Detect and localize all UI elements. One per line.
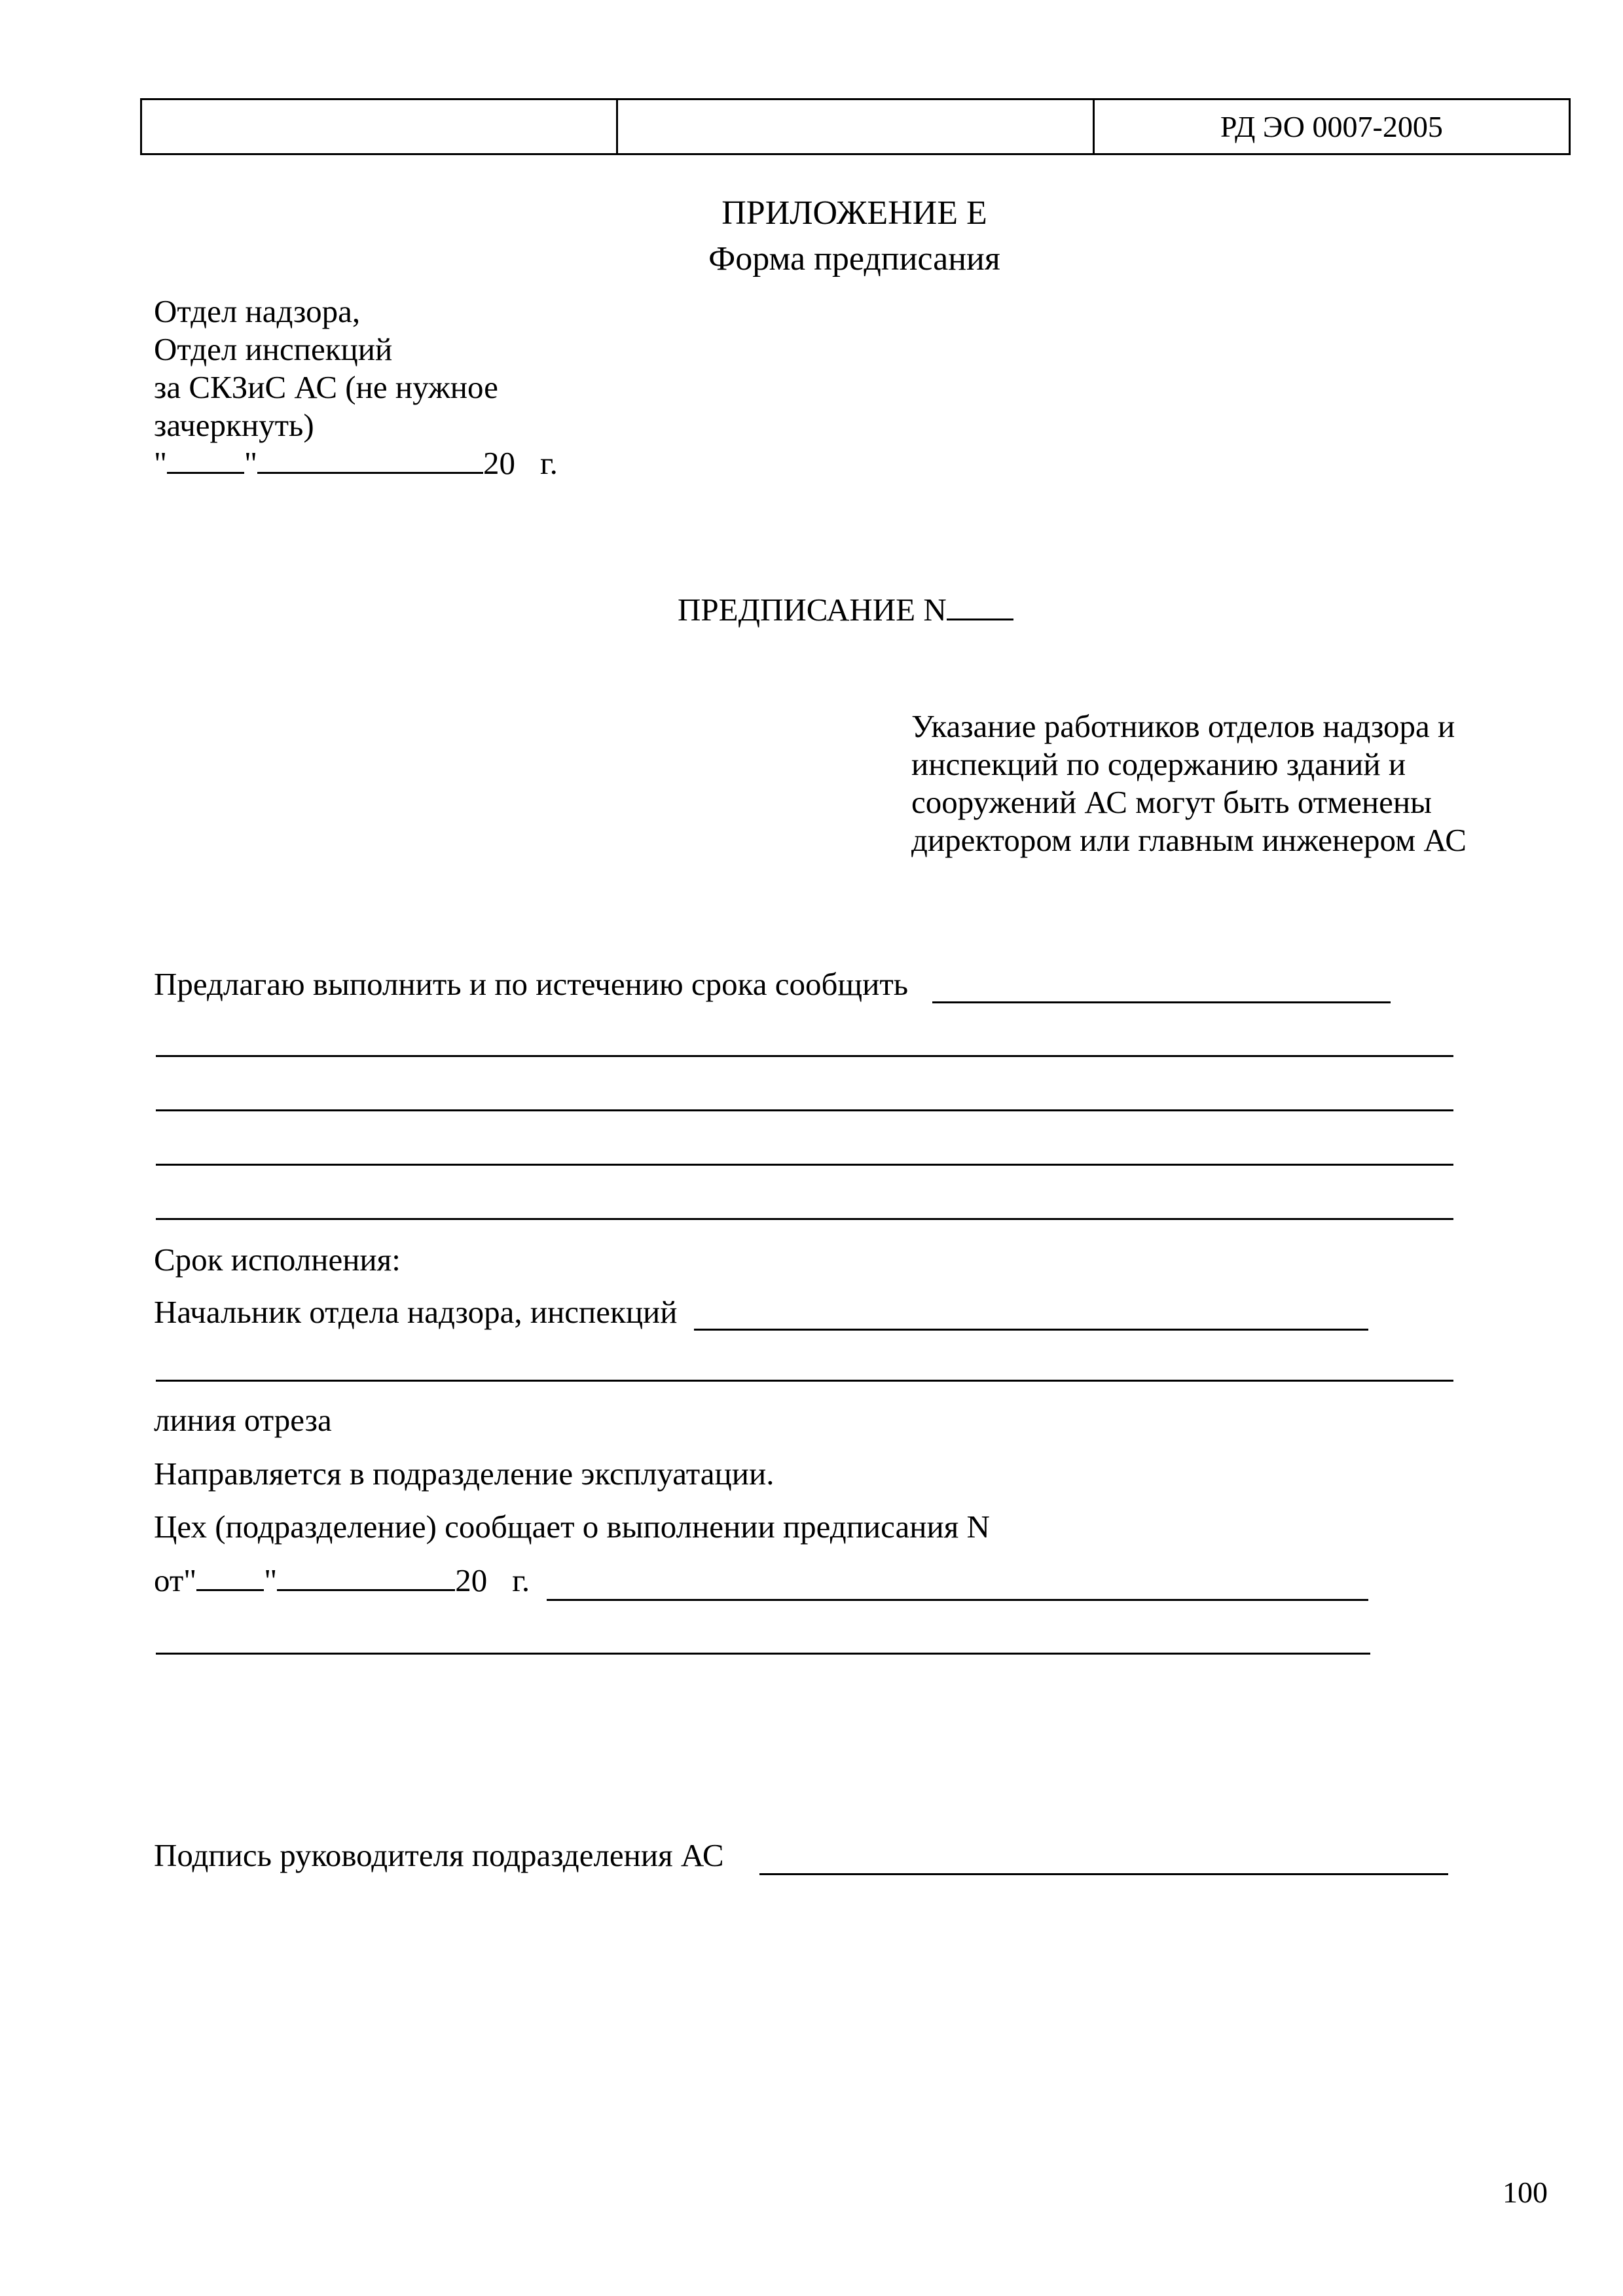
issue-date-year-prefix: 20 (483, 445, 516, 481)
order-title-text: ПРЕДПИСАНИЕ N (678, 592, 947, 628)
header-table (140, 98, 1571, 155)
workshop-reports-text: Цех (подразделение) сообщает о выполнении предписания N (154, 1509, 990, 1545)
header-cell-2 (617, 99, 1093, 154)
report-details-blank-2 (156, 1653, 1370, 1655)
signature-label: Подпись руководителя подразделения АС (154, 1837, 724, 1873)
report-details-blank (547, 1599, 1368, 1601)
propose-text: Предлагаю выполнить и по истечению срока сообщить (154, 966, 909, 1002)
blank-line-2 (156, 1109, 1453, 1111)
report-date-month-blank (277, 1562, 455, 1591)
signature-blank (759, 1873, 1448, 1875)
report-date-year-prefix: 20 (455, 1562, 488, 1598)
order-number-blank (947, 591, 1013, 620)
issuer-line-1: Отдел надзора, (154, 293, 361, 329)
cut-line (156, 1380, 1453, 1382)
issue-date-suffix: г. (540, 445, 558, 481)
note-line-1: Указание работников отделов надзора и (911, 708, 1455, 744)
issuer-line-3: за СКЗиС АС (не нужное (154, 369, 498, 405)
report-date-suffix: г. (512, 1562, 530, 1598)
report-date-day-blank (196, 1562, 264, 1591)
issue-date-day-blank (167, 444, 244, 474)
chief-label: Начальник отдела надзора, инспекций (154, 1294, 678, 1330)
note-line-4: директором или главным инженером АС (911, 822, 1467, 858)
issuer-line-2: Отдел инспекций (154, 331, 393, 367)
issue-date-close-quote: " (244, 445, 258, 481)
chief-signature-blank (694, 1329, 1368, 1331)
report-date-mid-quote: " (264, 1562, 278, 1598)
header-cell-1 (141, 99, 617, 154)
blank-line-1 (156, 1055, 1453, 1057)
order-title (678, 590, 1013, 630)
document-code: РД ЭО 0007-2005 (1093, 99, 1569, 154)
note-line-2: инспекций по содержанию зданий и (911, 746, 1406, 782)
page-number: 100 (1503, 2176, 1548, 2209)
cut-line-label: линия отреза (154, 1402, 332, 1438)
note-line-3: сооружений АС могут быть отменены (911, 784, 1432, 820)
sent-to-text: Направляется в подразделение эксплуатации. (154, 1456, 775, 1492)
blank-line-3 (156, 1164, 1453, 1166)
issue-date (154, 444, 558, 483)
appendix-title: ПРИЛОЖЕНИЕ Е (721, 194, 987, 232)
blank-line-4 (156, 1218, 1453, 1220)
propose-blank (932, 1001, 1391, 1003)
deadline-label: Срок исполнения: (154, 1242, 401, 1278)
report-date (154, 1561, 530, 1600)
appendix-subtitle: Форма предписания (708, 240, 1000, 278)
issue-date-open-quote: " (154, 445, 168, 481)
issuer-line-4: зачеркнуть) (154, 407, 314, 443)
report-date-prefix: от" (154, 1562, 197, 1598)
issue-date-month-blank (257, 444, 483, 474)
